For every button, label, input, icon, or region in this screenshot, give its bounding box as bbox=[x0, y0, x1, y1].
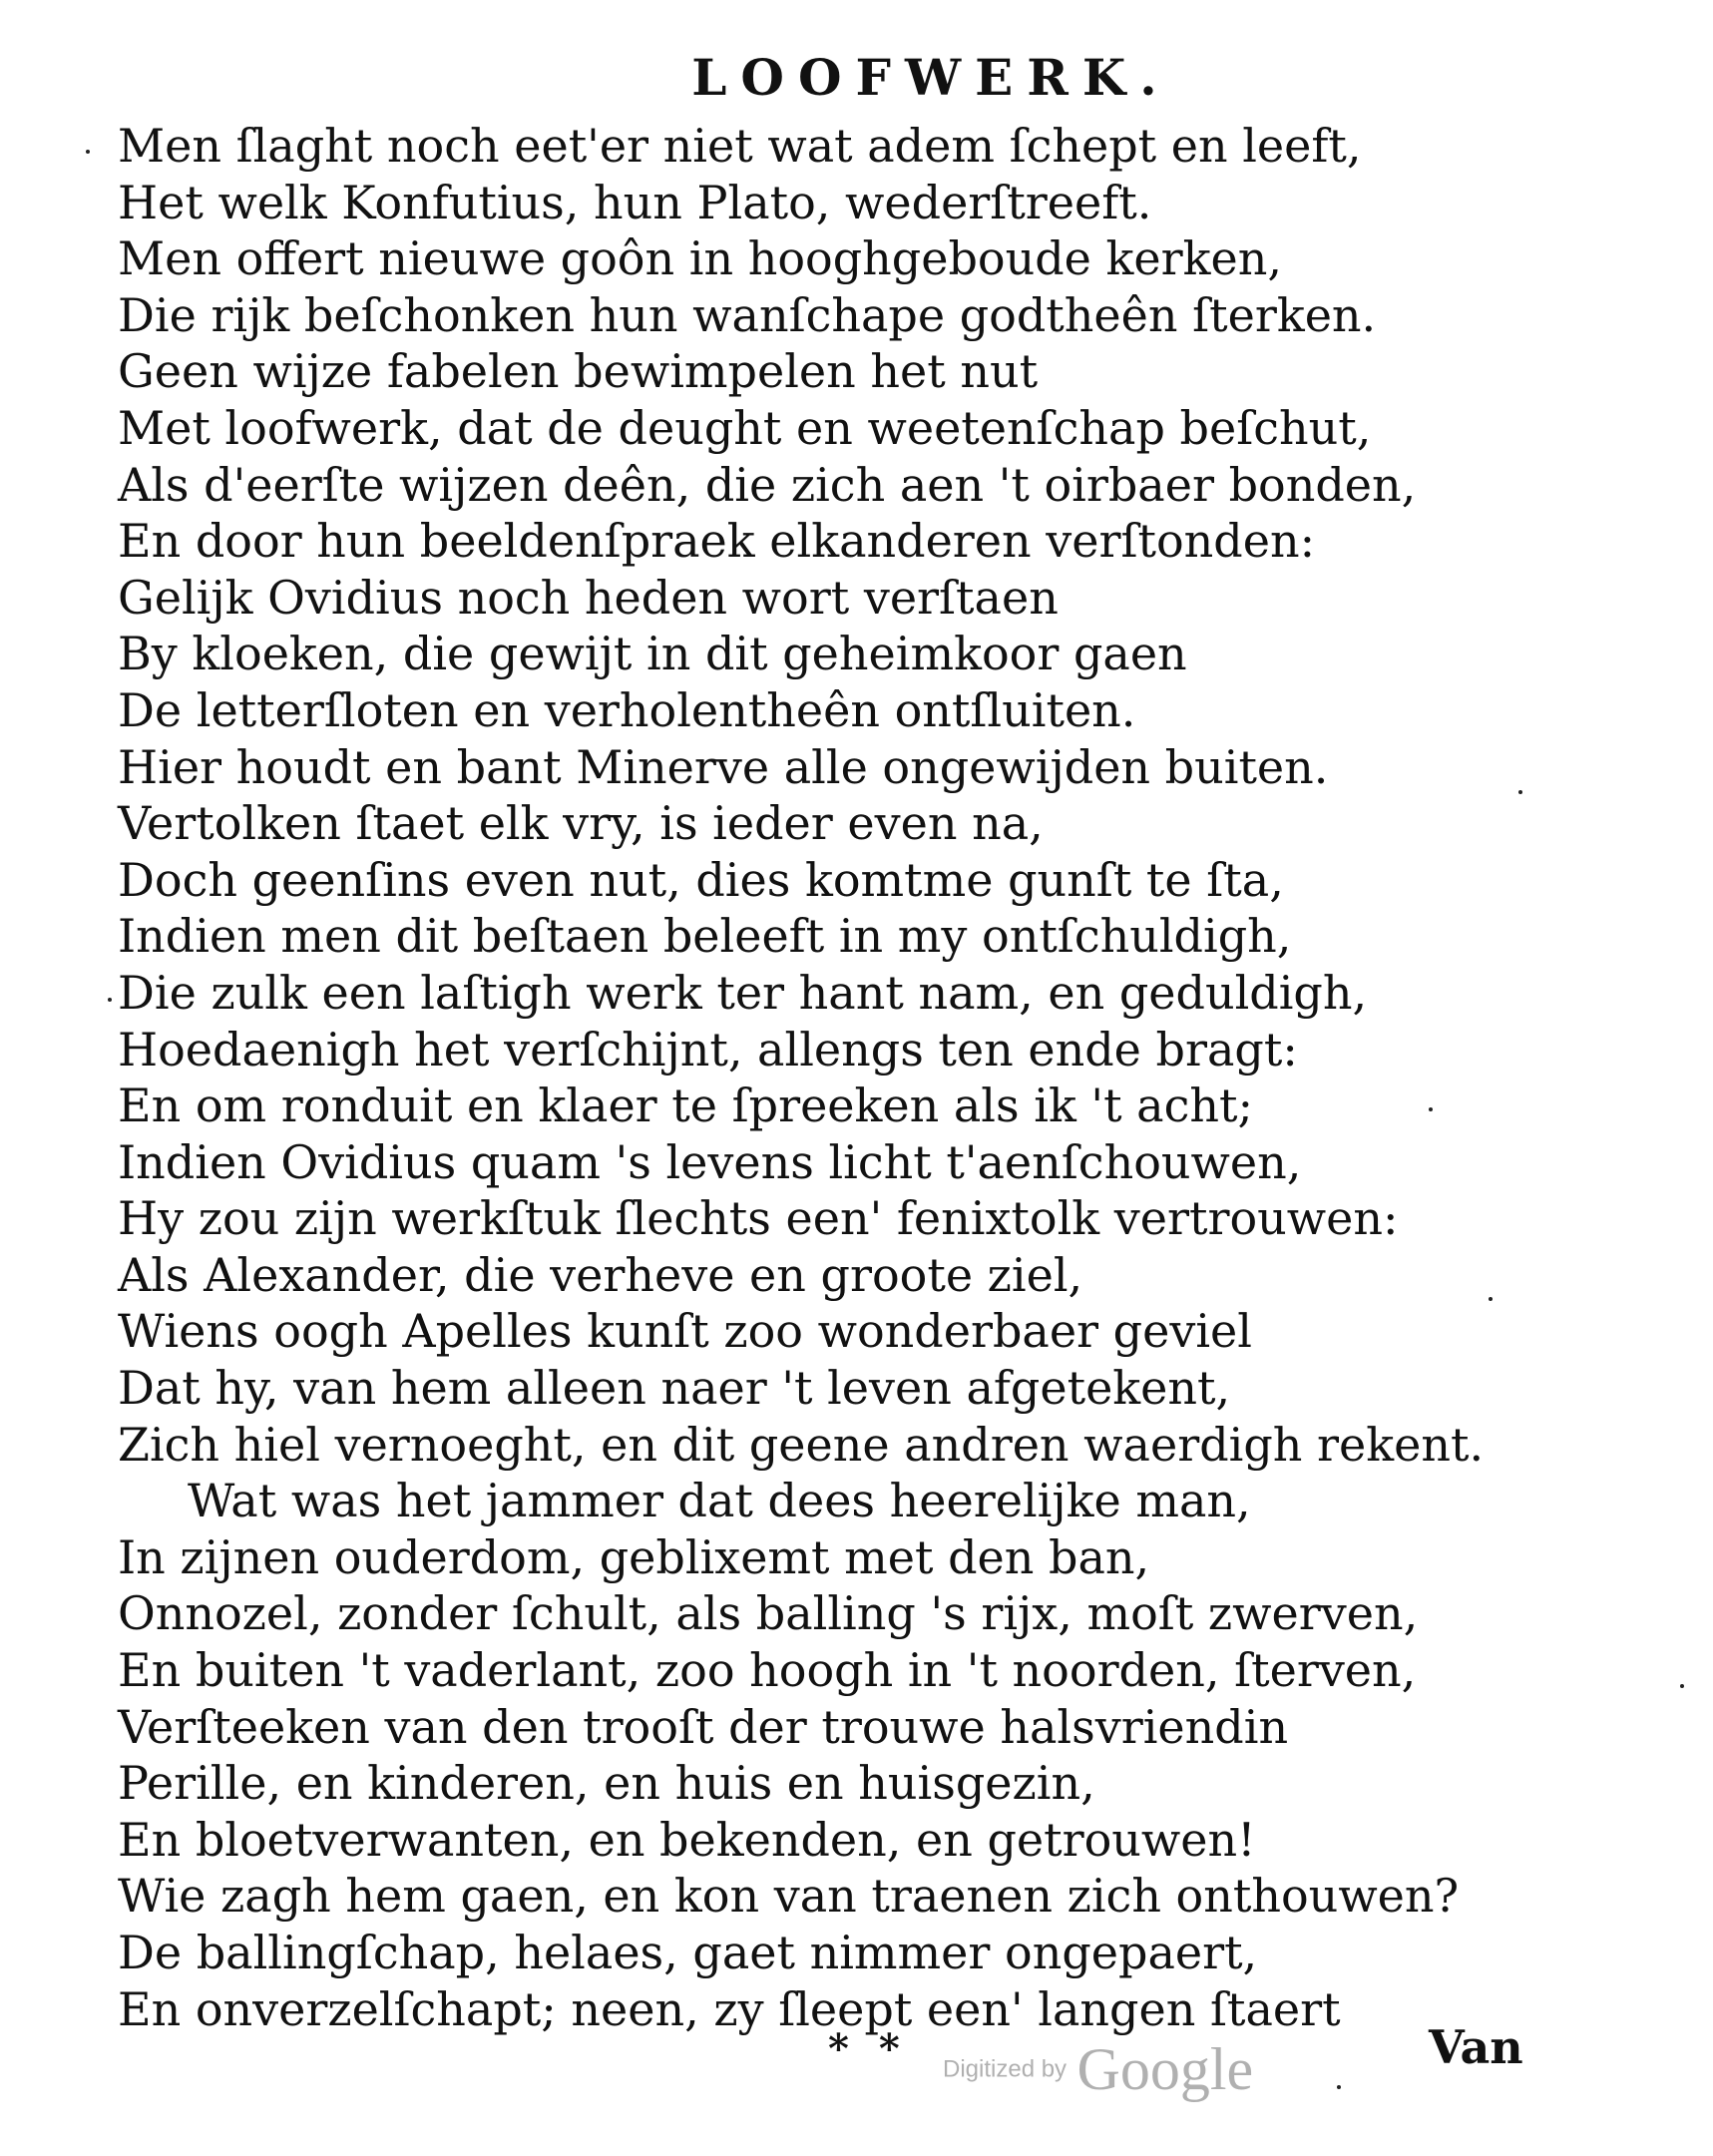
poem-line: Wiens oogh Apelles kunſt zoo wonderbaer geviel bbox=[118, 1304, 1252, 1359]
ink-speck bbox=[1489, 1297, 1493, 1301]
watermark-logo: Google bbox=[1076, 2036, 1254, 2102]
running-head: LOOFWERK. bbox=[691, 48, 1171, 107]
poem-line: En om ronduit en klaer te ſpreeken als ik 't acht; bbox=[118, 1078, 1253, 1133]
poem-line: Zich hiel vernoeght, en dit geene andren waerdigh rekent. bbox=[118, 1417, 1485, 1472]
poem-line: De ballingſchap, helaes, gaet nimmer ongepaert, bbox=[118, 1926, 1258, 1979]
poem-line: Dat hy, van hem alleen naer 't leven afgetekent, bbox=[118, 1361, 1231, 1416]
poem-line: Wie zagh hem gaen, en kon van traenen zich onthouwen? bbox=[118, 1869, 1460, 1924]
poem-line: Als d'eerſte wijzen deên, die zich aen 't oirbaer bonden, bbox=[118, 457, 1417, 512]
poem-line: Vertolken ſtaet elk vry, is ieder even na, bbox=[118, 796, 1044, 851]
poem-line: De letterſloten en verholentheên ontſluiten. bbox=[118, 682, 1136, 737]
ink-speck bbox=[108, 998, 112, 1002]
poem-line: Indien men dit beſtaen beleeft in my ontſchuldigh, bbox=[118, 909, 1292, 964]
poem-line: Men offert nieuwe goôn in hooghgeboude kerken, bbox=[118, 231, 1282, 286]
poem-line: En buiten 't vaderlant, zoo hoogh in 't noorden, ſterven, bbox=[118, 1643, 1417, 1698]
poem-line: Indien Ovidius quam 's levens licht t'aenſchouwen, bbox=[118, 1134, 1302, 1189]
ink-speck bbox=[1518, 790, 1522, 794]
poem-line: In zijnen ouderdom, geblixemt met den ban, bbox=[118, 1529, 1150, 1584]
catchword: Van bbox=[1429, 2020, 1523, 2074]
poem-text bbox=[118, 118, 1514, 2037]
poem-line: Het welk Konfutius, hun Plato, wederſtreeft. bbox=[118, 175, 1152, 229]
poem-line: Verſteeken van den trooſt der trouwe halsvriendin bbox=[118, 1699, 1289, 1754]
signature-mark: * * bbox=[828, 2025, 908, 2072]
poem-line: En door hun beeldenſpraek elkanderen verſtonden: bbox=[118, 514, 1316, 569]
poem-line: Doch geenſins even nut, dies komtme gunſt te ſta, bbox=[118, 852, 1284, 907]
poem-line: Gelijk Ovidius noch heden wort verſtaen bbox=[118, 570, 1059, 625]
digitized-watermark bbox=[943, 2035, 1253, 2104]
poem-line: Hoedaenigh het verſchijnt, allengs ten ende bragt: bbox=[118, 1022, 1298, 1077]
ink-speck bbox=[86, 150, 90, 154]
poem-line: Wat was het jammer dat dees heerelijke man, bbox=[188, 1474, 1251, 1528]
poem-line: Met loofwerk, dat de deught en weetenſchap beſchut, bbox=[118, 400, 1372, 455]
poem-line: Hy zou zijn werkſtuk ſlechts een' fenixtolk vertrouwen: bbox=[118, 1191, 1399, 1246]
poem-line: Geen wijze fabelen bewimpelen het nut bbox=[118, 344, 1039, 399]
poem-line: Die zulk een laſtigh werk ter hant nam, en geduldigh, bbox=[118, 965, 1368, 1020]
poem-line: En bloetverwanten, en bekenden, en getrouwen! bbox=[118, 1812, 1256, 1867]
ink-speck bbox=[1337, 2085, 1341, 2089]
ink-speck bbox=[1429, 1107, 1433, 1111]
poem-line: Als Alexander, die verheve en groote ziel, bbox=[118, 1247, 1083, 1302]
watermark-prefix: Digitized by bbox=[943, 2055, 1068, 2083]
poem-line: En onverzelſchapt; neen, zy ſleept een' langen ſtaert bbox=[118, 1981, 1341, 2036]
poem-line: Men ſlaght noch eet'er niet wat adem ſchept en leeft, bbox=[118, 119, 1362, 173]
ink-speck bbox=[1680, 1684, 1684, 1688]
poem-line: Die rijk beſchonken hun wanſchape godtheên ſterken. bbox=[118, 287, 1377, 342]
poem-line: Perille, en kinderen, en huis en huisgezin, bbox=[118, 1756, 1095, 1811]
poem-line: Hier houdt en bant Minerve alle ongewijden buiten. bbox=[118, 739, 1329, 794]
poem-line: Onnozel, zonder ſchult, als balling 's rijx, moſt zwerven, bbox=[118, 1586, 1419, 1641]
poem-line: By kloeken, die gewijt in dit geheimkoor gaen bbox=[118, 627, 1187, 681]
